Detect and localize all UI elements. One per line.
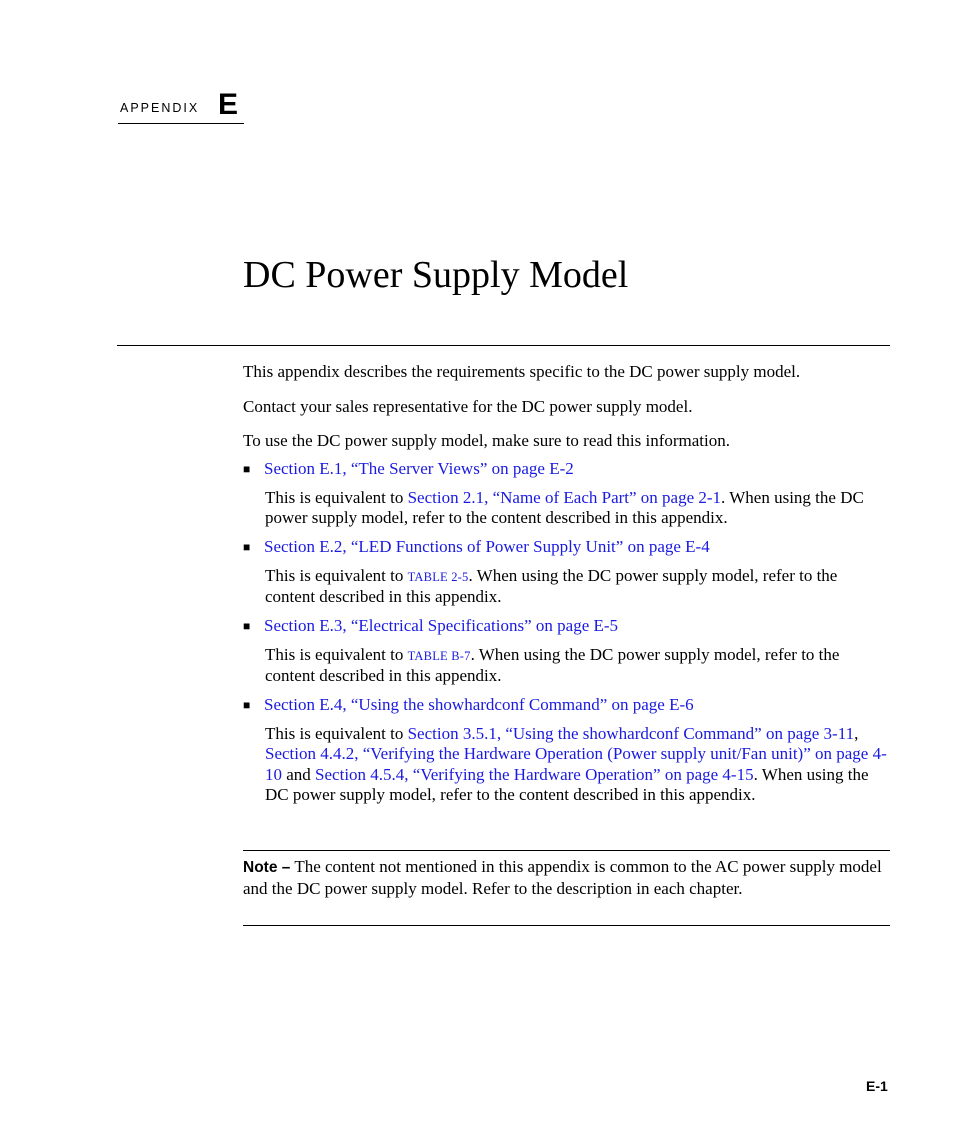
description-text: and [282, 764, 316, 784]
page-number: E-1 [866, 1078, 888, 1094]
description-text: This is equivalent to [265, 645, 408, 664]
table-label: TABLE [407, 649, 448, 663]
item-description [265, 724, 891, 805]
item-description [265, 645, 891, 687]
note-top-divider [243, 850, 890, 851]
description-text: This is equivalent to [265, 724, 408, 743]
table-2-5-link[interactable] [408, 566, 469, 585]
page-title: DC Power Supply Model [243, 254, 629, 296]
description-text: , [854, 724, 859, 743]
section-4-4-2-link[interactable]: Section 4.4.2, “Verifying the Hardware Operation (Power supply unit/Fan unit)” on page 4-10 [265, 744, 887, 784]
section-e2-link[interactable]: Section E.2, “LED Functions of Power Supply Unit” on page E-4 [264, 537, 710, 556]
description-text: This is equivalent to [265, 488, 408, 507]
item-description [265, 488, 891, 529]
description-text: . When using the DC power supply model, refer to the content described in this appendix. [265, 764, 869, 804]
bullet-square-icon: ■ [243, 462, 251, 476]
description-text: . When using the DC power supply model, refer to the content described in this appendix. [265, 566, 838, 607]
section-e1-link[interactable]: Section E.1, “The Server Views” on page E-2 [264, 459, 574, 478]
table-number: 2-5 [447, 570, 469, 584]
note-label: Note – [243, 859, 291, 876]
table-number: B-7 [447, 649, 471, 663]
appendix-letter: E [218, 88, 239, 121]
section-4-5-4-link[interactable]: Section 4.5.4, “Verifying the Hardware Operation” on page 4-15 [315, 764, 754, 784]
intro-paragraph-1: This appendix describes the requirements specific to the DC power supply model. [243, 362, 801, 381]
appendix-word: APPENDIX [120, 101, 200, 115]
note-box [243, 857, 888, 899]
section-e3-link[interactable]: Section E.3, “Electrical Specifications” on page E-5 [264, 616, 619, 635]
note-bottom-divider [243, 925, 890, 926]
section-e4-link[interactable]: Section E.4, “Using the showhardconf Command” on page E-6 [264, 695, 694, 714]
section-2-1-link[interactable]: Section 2.1, “Name of Each Part” on page 2-1 [407, 488, 722, 507]
bullet-square-icon: ■ [243, 540, 251, 554]
description-text: . When using the DC power supply model, refer to the content described in this appendix. [265, 645, 840, 686]
description-text: . When using the DC power supply model, refer to the content described in this appendix. [265, 488, 864, 528]
item-description [265, 566, 891, 608]
table-b-7-link[interactable] [408, 645, 471, 664]
intro-paragraph-3: To use the DC power supply model, make sure to read this information. [243, 431, 730, 450]
intro-paragraph-2: Contact your sales representative for the DC power supply model. [243, 397, 693, 416]
table-label: TABLE [407, 570, 448, 584]
bullet-square-icon: ■ [243, 619, 251, 633]
title-divider [117, 345, 890, 346]
description-text: This is equivalent to [265, 566, 408, 585]
section-3-5-1-link[interactable]: Section 3.5.1, “Using the showhardconf Command” on page 3-11 [407, 724, 855, 743]
appendix-label [118, 88, 244, 124]
bullet-square-icon: ■ [243, 698, 251, 712]
note-text: The content not mentioned in this appendix is common to the AC power supply model and the DC power supply model. Refer to the description in each chapter. [243, 857, 882, 898]
